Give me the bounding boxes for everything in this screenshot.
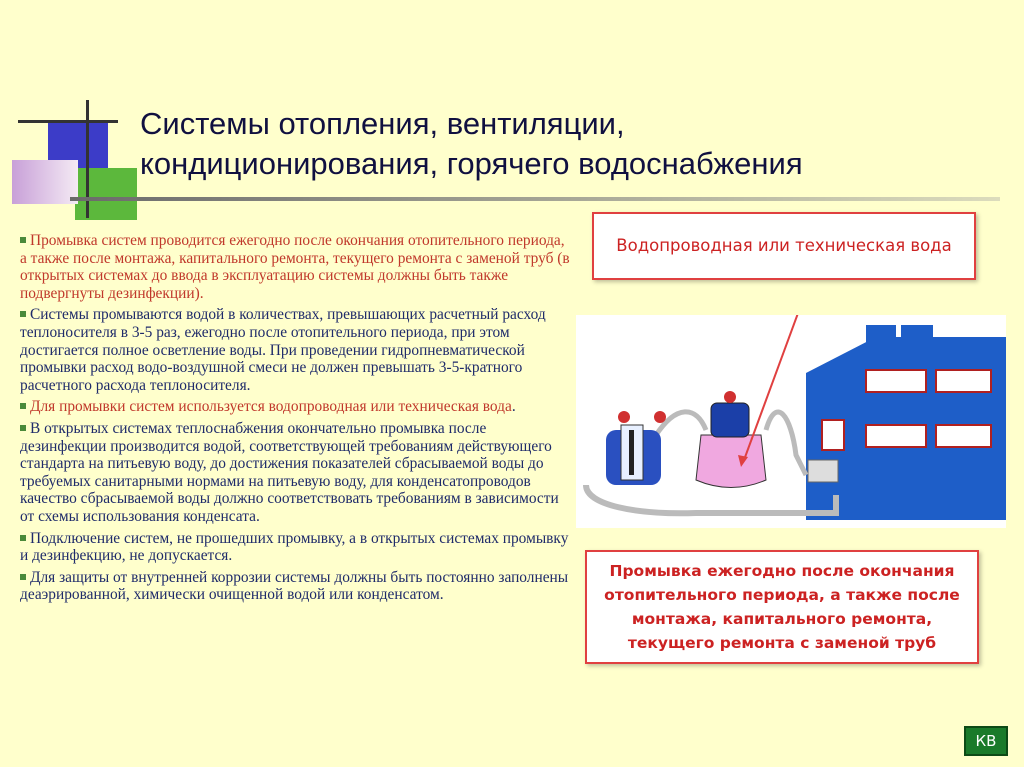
page-title [140, 104, 1000, 184]
list-item: Системы промываются водой в количествах, превышающих расчетный расход теплоносителя в 3-5 раз, ежегодно после отопительного периода, при этом достигается полное осветление воды. При проведении гидропневматической промывки расход водо-воздушной смеси не должен превышать 3-5-кратного расчетного расхода теплоносителя. [20, 306, 546, 394]
bullet-square-icon [20, 535, 26, 541]
bullet-square-icon [20, 425, 26, 431]
callout-water-source: Водопроводная или техническая вода [592, 212, 976, 280]
left-vessel-gauge [629, 430, 634, 475]
right-valve [654, 411, 666, 423]
decor-green-square [75, 168, 137, 220]
title-divider [70, 197, 1000, 201]
bullet-square-icon [20, 403, 26, 409]
chimney-right [901, 325, 933, 345]
bullet-list [20, 232, 572, 608]
callout-flushing-schedule: Промывка ежегодно после окончания отопительного периода, а также после монтажа, капитального ремонта, текущего ремонта с заменой труб [585, 550, 979, 664]
left-valve [618, 411, 630, 423]
decor-horizontal-line [18, 120, 118, 123]
radiator-coil [822, 420, 844, 450]
bullet-square-icon [20, 311, 26, 317]
flushing-diagram-svg [576, 315, 1006, 528]
center-vessel-top [711, 403, 749, 437]
bullet-square-icon [20, 237, 26, 243]
title-line-2: кондиционирования, горячего водоснабжения [140, 146, 803, 181]
center-vessel [696, 435, 766, 488]
list-item: Для промывки систем используется водопроводная или техническая вода. [20, 398, 572, 416]
boiler-box [808, 460, 838, 482]
bullet-square-icon [20, 574, 26, 580]
kb-nav-button[interactable]: КВ [964, 726, 1008, 756]
list-item: Подключение систем, не прошедших промывку, а в открытых системах промывку и дезинфекцию, не допускается. [20, 529, 569, 565]
decor-pink-square [12, 160, 78, 204]
chimney-left [866, 325, 896, 345]
list-item: В открытых системах теплоснабжения окончательно промывка после дезинфекции производится водой, соответствующей требованиям действующего стандарта на питьевую воду, до достижения показателей сбрасываемой воды до требуемых санитарными нормами на питьевую воду, для конденсатопроводов качество сбрасываемой воды должно соответствовать требованиям в зависимости от схемы использования конденсата. [20, 419, 559, 525]
main-pipe [586, 485, 836, 513]
list-item: Промывка систем проводится ежегодно после окончания отопительного периода, а также после монтажа, капитального ремонта, текущего ремонта с заменой труб (в открытых системах до ввода в эксплуатацию системы должны быть также подвергнуты дезинфекции). [20, 232, 570, 302]
title-line-1: Системы отопления, вентиляции, [140, 106, 625, 141]
list-item: Для защиты от внутренней коррозии системы должны быть постоянно заполнены деаэрированной, химически очищенной водой или конденсатом. [20, 568, 569, 604]
center-valve [724, 391, 736, 403]
flushing-diagram [576, 315, 1006, 528]
